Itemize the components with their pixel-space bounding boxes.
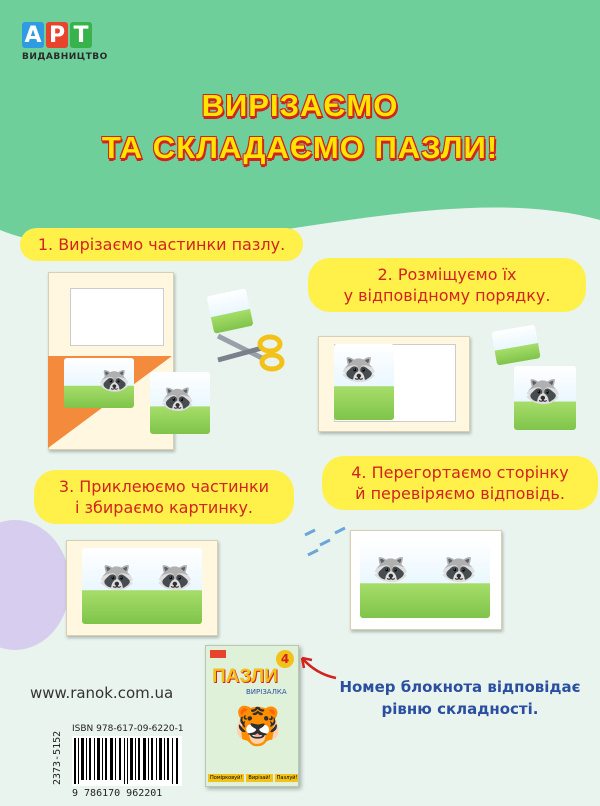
booklet-cover <box>205 645 299 787</box>
booklet-label-1: Помірковуй! <box>210 775 243 781</box>
level-note <box>335 676 585 720</box>
step-2-label <box>308 258 586 312</box>
booklet-title: ПАЗЛИ <box>212 666 278 687</box>
level-note-line2: рівню складності. <box>381 700 539 718</box>
publisher-url: www.ranok.com.ua <box>30 684 174 702</box>
step-3-label <box>34 470 294 524</box>
step-2-text-line1: 2. Розміщуємо їх <box>377 265 517 284</box>
step-4-label <box>322 456 598 510</box>
step-3-text-line1: 3. Приклеюємо частинки <box>58 477 270 496</box>
page-title-line1: ВИРІЗАЄМО <box>201 88 399 123</box>
empty-frame <box>70 288 164 346</box>
raccoon-icon: 🦝 <box>156 560 194 595</box>
raccoon-icon: 🦝 <box>440 552 478 587</box>
booklet-subtitle: ВИРІЗАЛКА <box>246 688 287 696</box>
logo-letter-a: А <box>22 22 44 48</box>
logo-letter-r: Р <box>46 22 68 48</box>
step-2-loose-piece <box>491 324 540 365</box>
raccoon-icon: 🦝 <box>524 374 562 409</box>
step-1-text: 1. Вирізаємо частинки пазлу. <box>37 235 286 254</box>
booklet-label-2: Вирізай! <box>248 775 271 781</box>
publisher-logo <box>22 22 108 92</box>
isbn-text: ISBN 978-617-09-6220-1 <box>72 724 184 734</box>
raccoon-icon: 🦝 <box>340 352 378 387</box>
raccoon-icon: 🦝 <box>98 560 136 595</box>
tiger-icon: 🐯 <box>234 704 282 748</box>
barcode-number: 9 786170 962201 <box>72 788 163 799</box>
barcode-icon <box>72 736 182 786</box>
step-4-text-line2: й перевіряємо відповідь. <box>355 484 565 503</box>
decor-blob-left <box>0 520 70 650</box>
arrow-icon <box>296 652 340 682</box>
booklet-label-3: Пазлуй! <box>276 775 298 781</box>
page-title-line2: ТА СКЛАДАЄМО ПАЗЛИ! <box>101 130 499 165</box>
step-3-text-line2: і збираємо картинку. <box>74 498 253 517</box>
scissors-icon <box>214 326 286 376</box>
vertical-code: 2373-5152 <box>52 730 63 785</box>
raccoon-icon: 🦝 <box>98 366 131 396</box>
logo-subtitle: ВИДАВНИЦТВО <box>22 52 108 62</box>
raccoon-icon: 🦝 <box>372 552 410 587</box>
booklet-level-badge: 4 <box>276 650 294 668</box>
level-note-line1: Номер блокнота відповідає <box>339 678 581 696</box>
step-1-label <box>20 228 303 261</box>
raccoon-icon: 🦝 <box>160 382 195 415</box>
booklet-labels <box>208 774 299 782</box>
logo-letter-t: Т <box>70 22 92 48</box>
booklet-brand <box>210 650 226 658</box>
step-4-text-line1: 4. Перегортаємо сторінку <box>351 463 569 482</box>
step-2-text-line2: у відповідному порядку. <box>343 286 551 305</box>
